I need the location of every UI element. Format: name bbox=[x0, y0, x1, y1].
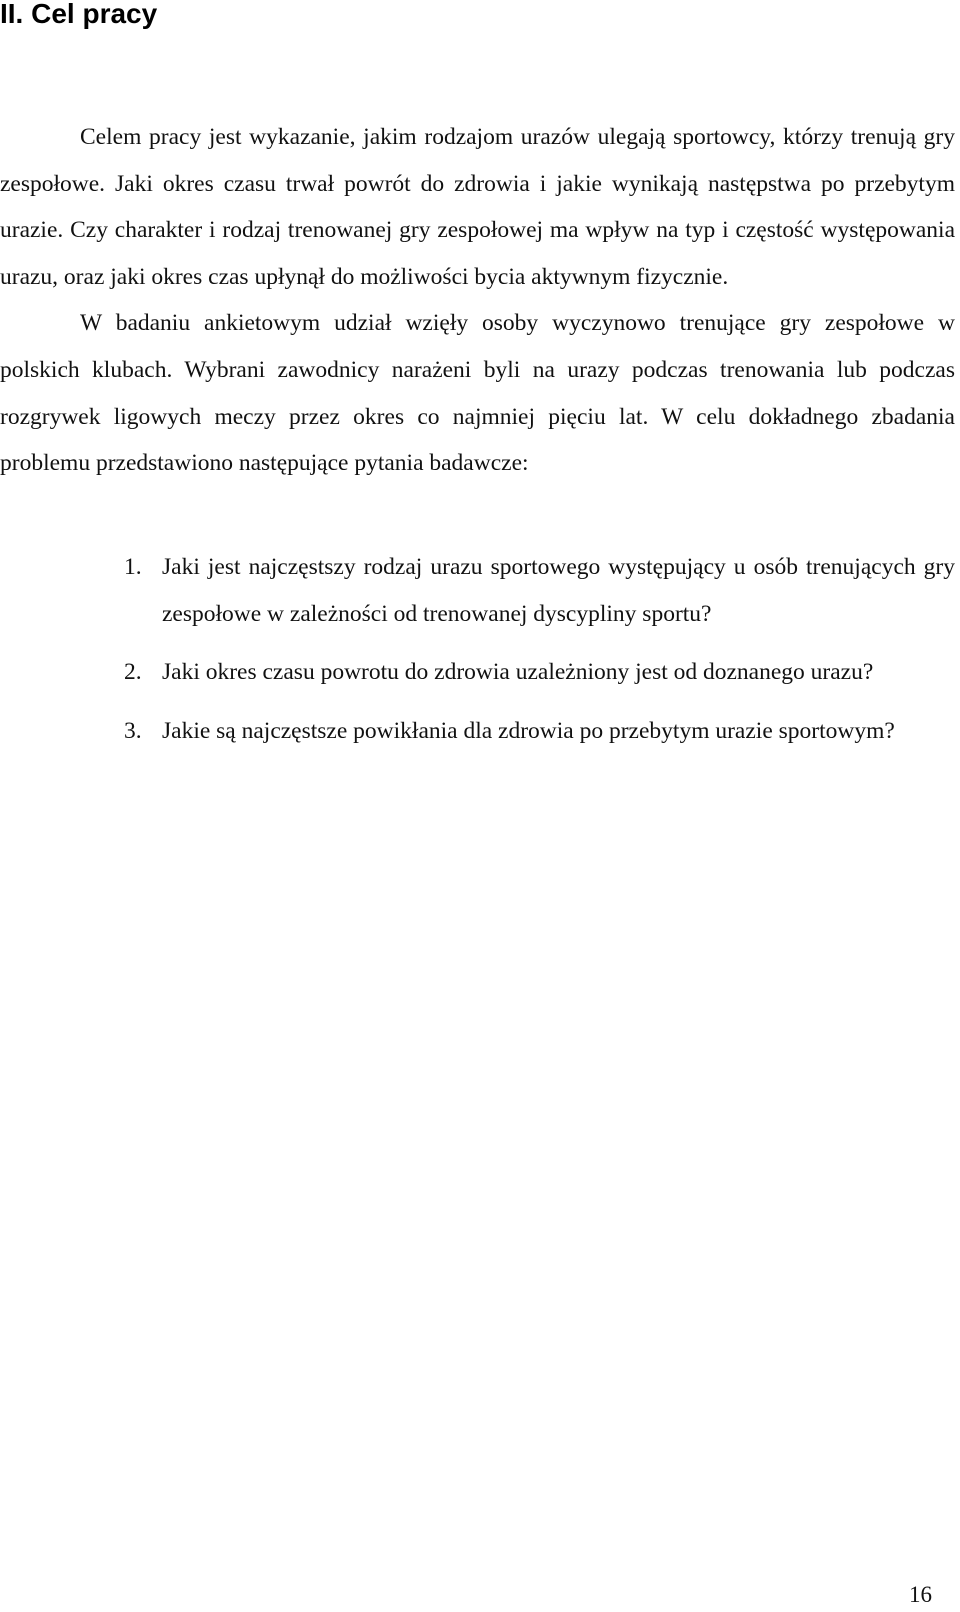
research-questions-list bbox=[124, 544, 955, 766]
paragraph-method: W badaniu ankietowym udział wzięły osoby wyczynowo trenujące gry zespołowe w polskich klubach. Wybrani zawodnicy narażeni byli na urazy podczas trenowania lub podczas rozgrywek ligowych meczy przez okres co najmniej pięciu lat. W celu dokładnego zbadania problemu przedstawiono następujące pytania badawcze: bbox=[0, 310, 955, 477]
list-item bbox=[124, 544, 955, 637]
paragraph-aim: Celem pracy jest wykazanie, jakim rodzajom urazów ulegają sportowcy, którzy trenują gry zespołowe. Jaki okres czasu trwał powrót do zdrowia i jakie wynikają następstwa po przebytym urazie. Czy charakter i rodzaj trenowanej gry zespołowej ma wpływ na typ i częstość występowania urazu, oraz jaki okres czas upłynął do możliwości bycia aktywnym fizycznie. bbox=[0, 124, 955, 290]
list-item-text: Jakie są najczęstsze powikłania dla zdrowia po przebytym urazie sportowym? bbox=[162, 717, 895, 744]
list-item-text: Jaki jest najczęstszy rodzaj urazu sportowego występujący u osób trenujących gry zespołowe w zależności od trenowanej dyscypliny sportu? bbox=[162, 554, 955, 627]
list-item-number: 1. bbox=[124, 554, 142, 580]
body-text bbox=[0, 114, 955, 487]
section-heading: II. Cel pracy bbox=[0, 0, 158, 29]
list-item-text: Jaki okres czasu powrotu do zdrowia uzależniony jest od doznanego urazu? bbox=[162, 659, 874, 686]
list-item bbox=[124, 649, 955, 696]
list-item-number: 2. bbox=[124, 659, 142, 686]
page-number: 16 bbox=[909, 1582, 932, 1607]
list-item bbox=[124, 708, 955, 755]
list-item-number: 3. bbox=[124, 717, 142, 744]
